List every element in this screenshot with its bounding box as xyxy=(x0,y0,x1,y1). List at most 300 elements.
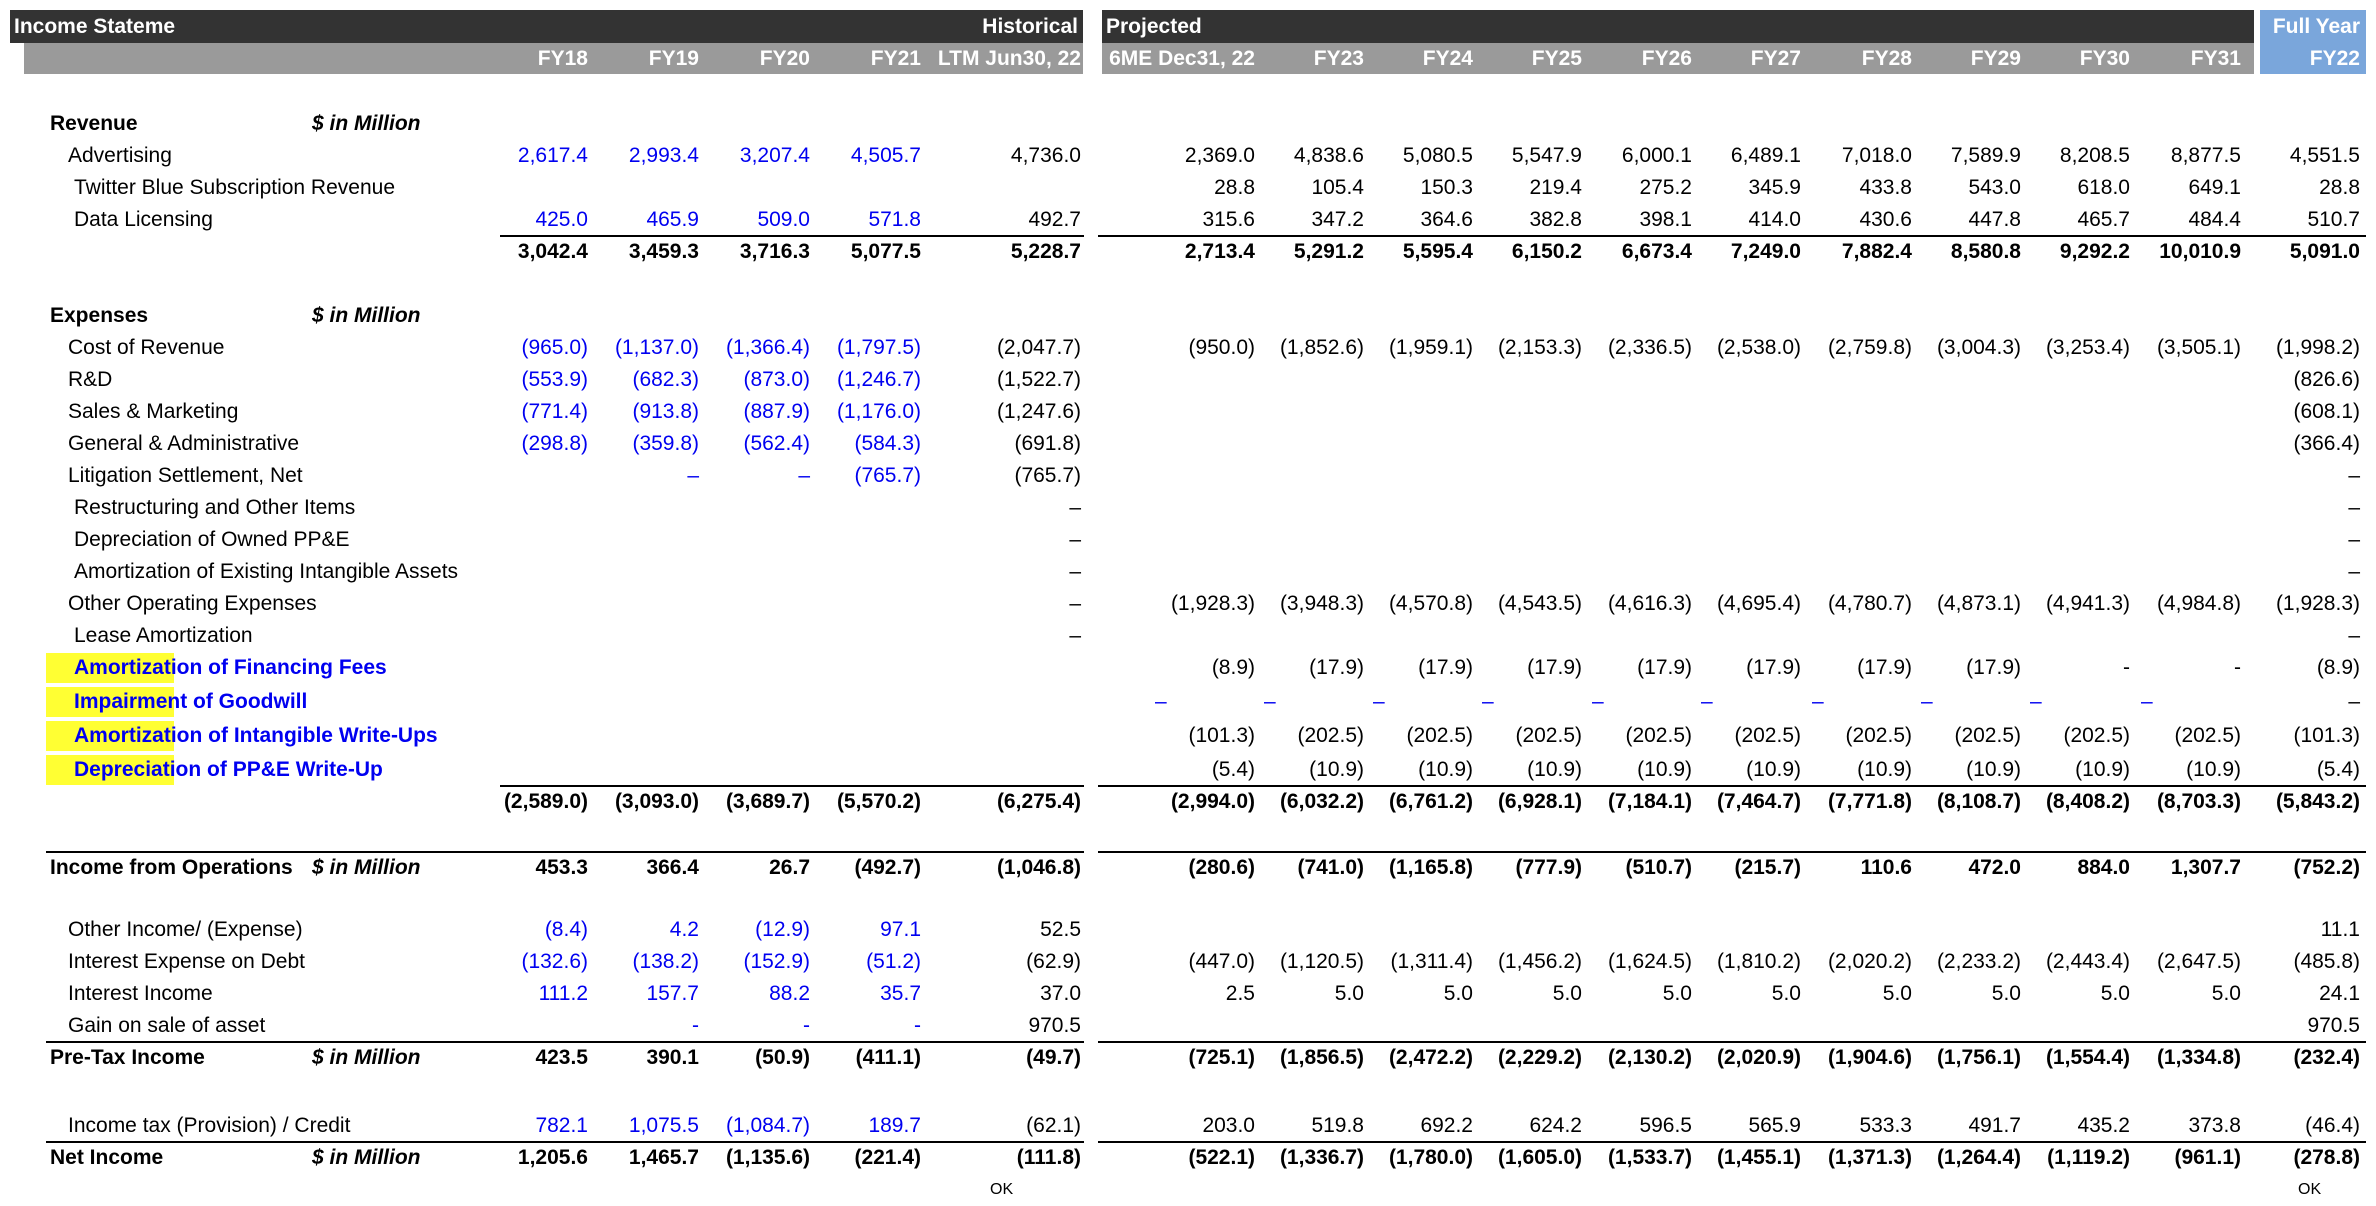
value-cell: (1,246.7) xyxy=(836,368,921,391)
value-cell: (3,093.0) xyxy=(614,790,699,813)
value-cell: (62.9) xyxy=(1026,950,1081,973)
column-header: FY26 xyxy=(1641,47,1692,70)
value-cell: 8,580.8 xyxy=(1950,240,2021,263)
value-cell: 4,736.0 xyxy=(1010,144,1081,167)
value-cell: 382.8 xyxy=(1529,208,1582,231)
value-cell: (10.9) xyxy=(1637,758,1692,781)
value-cell: 7,249.0 xyxy=(1730,240,1801,263)
value-cell: (10.9) xyxy=(2075,758,2130,781)
value-cell: 10,010.9 xyxy=(2159,240,2241,263)
value-cell: 465.9 xyxy=(646,208,699,231)
value-cell: 52.5 xyxy=(1040,918,1081,941)
value-cell: 4,838.6 xyxy=(1293,144,1364,167)
value-cell: (17.9) xyxy=(1309,656,1364,679)
value-cell: 5,080.5 xyxy=(1402,144,1473,167)
value-cell: (1,135.6) xyxy=(725,1146,810,1169)
value-cell: (10.9) xyxy=(1309,758,1364,781)
value-cell: 111.2 xyxy=(538,982,588,1005)
column-header: FY31 xyxy=(2190,47,2241,70)
value-cell: 472.0 xyxy=(1968,856,2021,879)
value-cell: (1,756.1) xyxy=(1936,1046,2021,1069)
value-cell: 9,292.2 xyxy=(2059,240,2130,263)
value-cell: 5.0 xyxy=(1771,982,1801,1005)
value-cell: 3,716.3 xyxy=(739,240,810,263)
value-cell: 4,505.7 xyxy=(850,144,921,167)
value-cell: (280.6) xyxy=(1188,856,1255,879)
value-cell: 6,489.1 xyxy=(1730,144,1801,167)
value-cell: 435.2 xyxy=(2077,1114,2130,1137)
row-label: General & Administrative xyxy=(68,432,300,455)
row-label: Amortization of Intangible Write-Ups xyxy=(74,724,438,747)
value-cell: (2,020.2) xyxy=(1827,950,1912,973)
value-cell: (2,153.3) xyxy=(1497,336,1582,359)
row-unit: $ in Million xyxy=(312,112,421,135)
value-cell: (1,455.1) xyxy=(1716,1146,1801,1169)
value-cell: 5,228.7 xyxy=(1010,240,1081,263)
row-unit: $ in Million xyxy=(312,1146,421,1169)
value-cell: (101.3) xyxy=(2293,724,2360,747)
value-cell: 543.0 xyxy=(1968,176,2021,199)
value-cell: 5.0 xyxy=(2211,982,2241,1005)
value-cell: – xyxy=(1069,528,1081,551)
value-cell: 1,307.7 xyxy=(2170,856,2241,879)
value-cell: (1,605.0) xyxy=(1497,1146,1582,1169)
value-cell: 8,208.5 xyxy=(2059,144,2130,167)
value-cell: (826.6) xyxy=(2293,368,2360,391)
value-cell: (1,119.2) xyxy=(2047,1146,2130,1169)
value-cell: (1,247.6) xyxy=(996,400,1081,423)
value-cell: (10.9) xyxy=(2186,758,2241,781)
column-header: FY22 xyxy=(2309,47,2360,70)
value-cell: (50.9) xyxy=(755,1046,810,1069)
value-cell: (950.0) xyxy=(1188,336,1255,359)
value-cell: (6,032.2) xyxy=(1279,790,1364,813)
value-cell: 373.8 xyxy=(2188,1114,2241,1137)
row-label: Revenue xyxy=(50,112,138,135)
value-cell: 6,150.2 xyxy=(1511,240,1582,263)
value-cell: (562.4) xyxy=(743,432,810,455)
value-cell: - xyxy=(803,1014,810,1037)
value-cell: (873.0) xyxy=(743,368,810,391)
column-header: FY30 xyxy=(2079,47,2130,70)
value-cell: (17.9) xyxy=(1746,656,1801,679)
value-cell: (485.8) xyxy=(2293,950,2360,973)
value-cell: (8.9) xyxy=(1211,656,1255,679)
value-cell: (1,366.4) xyxy=(725,336,810,359)
value-cell: (202.5) xyxy=(2174,724,2241,747)
column-header: 6ME Dec31, 22 xyxy=(1109,47,1255,70)
value-cell: – xyxy=(1069,496,1081,519)
value-cell: 2,993.4 xyxy=(628,144,699,167)
value-cell: (447.0) xyxy=(1188,950,1255,973)
value-cell: (1,456.2) xyxy=(1497,950,1582,973)
value-cell: (202.5) xyxy=(1515,724,1582,747)
row-label: Income tax (Provision) / Credit xyxy=(68,1114,351,1137)
value-cell: (51.2) xyxy=(866,950,921,973)
value-cell: 5.0 xyxy=(1334,982,1364,1005)
value-cell: (965.0) xyxy=(521,336,588,359)
value-cell: – xyxy=(1373,690,1385,713)
value-cell: (765.7) xyxy=(854,464,921,487)
column-header: FY23 xyxy=(1313,47,1364,70)
value-cell: 2.5 xyxy=(1225,982,1255,1005)
value-cell: 6,673.4 xyxy=(1621,240,1692,263)
value-cell: – xyxy=(1482,690,1494,713)
row-label: Expenses xyxy=(50,304,149,327)
value-cell: 7,018.0 xyxy=(1841,144,1912,167)
value-cell: (8,108.7) xyxy=(1936,790,2021,813)
value-cell: 88.2 xyxy=(769,982,810,1005)
value-cell: 26.7 xyxy=(769,856,810,879)
value-cell: (17.9) xyxy=(1857,656,1912,679)
value-cell: 3,207.4 xyxy=(739,144,810,167)
value-cell: (691.8) xyxy=(1014,432,1081,455)
value-cell: (4,570.8) xyxy=(1388,592,1473,615)
value-cell: 414.0 xyxy=(1748,208,1801,231)
value-cell: (1,522.7) xyxy=(996,368,1081,391)
value-cell: (4,543.5) xyxy=(1497,592,1582,615)
value-cell: (6,761.2) xyxy=(1388,790,1473,813)
value-cell: (777.9) xyxy=(1515,856,1582,879)
value-cell: 491.7 xyxy=(1968,1114,2021,1137)
value-cell: (492.7) xyxy=(854,856,921,879)
value-cell: 5,595.4 xyxy=(1402,240,1473,263)
value-cell: (4,780.7) xyxy=(1827,592,1912,615)
value-cell: 970.5 xyxy=(1028,1014,1081,1037)
value-cell: (1,336.7) xyxy=(1279,1146,1364,1169)
value-cell: 5,077.5 xyxy=(850,240,921,263)
value-cell: – xyxy=(1069,624,1081,647)
value-cell: - xyxy=(914,1014,921,1037)
value-cell: – xyxy=(2348,560,2360,583)
value-cell: (3,505.1) xyxy=(2156,336,2241,359)
value-cell: 5.0 xyxy=(1552,982,1582,1005)
row-label: Litigation Settlement, Net xyxy=(68,464,303,487)
historical-label: Historical xyxy=(982,15,1078,38)
check-ok-ltm: OK xyxy=(990,1181,1014,1198)
value-cell: (553.9) xyxy=(521,368,588,391)
projected-label: Projected xyxy=(1106,15,1202,38)
value-cell: 7,589.9 xyxy=(1950,144,2021,167)
value-cell: 618.0 xyxy=(2077,176,2130,199)
value-cell: – xyxy=(1069,560,1081,583)
value-cell: (1,084.7) xyxy=(725,1114,810,1137)
column-header: FY18 xyxy=(537,47,588,70)
row-label: Impairment of Goodwill xyxy=(74,690,308,713)
value-cell: – xyxy=(2348,690,2360,713)
row-label: Amortization of Existing Intangible Assets xyxy=(74,560,459,583)
value-cell: (2,472.2) xyxy=(1388,1046,1473,1069)
value-cell: (4,941.3) xyxy=(2045,592,2130,615)
value-cell: (10.9) xyxy=(1746,758,1801,781)
column-header: FY20 xyxy=(759,47,810,70)
value-cell: 110.6 xyxy=(1860,856,1912,879)
value-cell: 3,042.4 xyxy=(517,240,588,263)
value-cell: (752.2) xyxy=(2293,856,2360,879)
value-cell: (1,810.2) xyxy=(1716,950,1801,973)
value-cell: 275.2 xyxy=(1639,176,1692,199)
value-cell: 7,882.4 xyxy=(1841,240,1912,263)
value-cell: (1,959.1) xyxy=(1388,336,1473,359)
value-cell: (298.8) xyxy=(521,432,588,455)
value-cell: (101.3) xyxy=(1188,724,1255,747)
value-cell: 28.8 xyxy=(2319,176,2360,199)
value-cell: - xyxy=(692,1014,699,1037)
row-label: Data Licensing xyxy=(74,208,213,231)
value-cell: (608.1) xyxy=(2293,400,2360,423)
value-cell: 5,291.2 xyxy=(1293,240,1364,263)
value-cell: (2,538.0) xyxy=(1716,336,1801,359)
value-cell: – xyxy=(2030,690,2042,713)
value-cell: (3,253.4) xyxy=(2045,336,2130,359)
value-cell: (5,570.2) xyxy=(836,790,921,813)
value-cell: (1,165.8) xyxy=(1388,856,1473,879)
value-cell: (7,464.7) xyxy=(1716,790,1801,813)
value-cell: – xyxy=(1155,690,1167,713)
value-cell: 35.7 xyxy=(880,982,921,1005)
value-cell: (221.4) xyxy=(854,1146,921,1169)
value-cell: 624.2 xyxy=(1529,1114,1582,1137)
row-label: Other Operating Expenses xyxy=(68,592,317,615)
value-cell: (1,120.5) xyxy=(1279,950,1364,973)
value-cell: 5,547.9 xyxy=(1511,144,1582,167)
value-cell: (10.9) xyxy=(1857,758,1912,781)
value-cell: 6,000.1 xyxy=(1621,144,1692,167)
value-cell: 390.1 xyxy=(646,1046,699,1069)
value-cell: 465.7 xyxy=(2077,208,2130,231)
value-cell: 447.8 xyxy=(1968,208,2021,231)
value-cell: (2,130.2) xyxy=(1607,1046,1692,1069)
value-cell: 105.4 xyxy=(1311,176,1364,199)
value-cell: (215.7) xyxy=(1734,856,1801,879)
value-cell: (1,311.4) xyxy=(1390,950,1473,973)
value-cell: (1,904.6) xyxy=(1827,1046,1912,1069)
value-cell: (62.1) xyxy=(1026,1114,1081,1137)
value-cell: (278.8) xyxy=(2293,1146,2360,1169)
value-cell: – xyxy=(2348,528,2360,551)
row-unit: $ in Million xyxy=(312,1046,421,1069)
value-cell: 37.0 xyxy=(1040,982,1081,1005)
value-cell: (8,408.2) xyxy=(2045,790,2130,813)
value-cell: – xyxy=(687,464,699,487)
value-cell: 565.9 xyxy=(1748,1114,1801,1137)
value-cell: 5,091.0 xyxy=(2289,240,2360,263)
row-label: Amortization of Financing Fees xyxy=(74,656,387,679)
value-cell: (725.1) xyxy=(1188,1046,1255,1069)
value-cell: 970.5 xyxy=(2307,1014,2360,1037)
value-cell: (17.9) xyxy=(1418,656,1473,679)
value-cell: (3,004.3) xyxy=(1936,336,2021,359)
value-cell: (961.1) xyxy=(2174,1146,2241,1169)
value-cell: (366.4) xyxy=(2293,432,2360,455)
value-cell: (1,334.8) xyxy=(2156,1046,2241,1069)
value-cell: (202.5) xyxy=(2063,724,2130,747)
column-header: FY19 xyxy=(648,47,699,70)
value-cell: – xyxy=(798,464,810,487)
value-cell: 484.4 xyxy=(2188,208,2241,231)
value-cell: (10.9) xyxy=(1966,758,2021,781)
row-label: Other Income/ (Expense) xyxy=(68,918,303,941)
value-cell: (8.4) xyxy=(544,918,588,941)
row-label: Lease Amortization xyxy=(74,624,253,647)
value-cell: 649.1 xyxy=(2188,176,2241,199)
value-cell: (202.5) xyxy=(1954,724,2021,747)
value-cell: (887.9) xyxy=(743,400,810,423)
value-cell: (17.9) xyxy=(1527,656,1582,679)
value-cell: (111.8) xyxy=(1016,1146,1081,1169)
value-cell: 398.1 xyxy=(1639,208,1692,231)
value-cell: – xyxy=(1069,592,1081,615)
value-cell: 2,713.4 xyxy=(1184,240,1255,263)
value-cell: 692.2 xyxy=(1420,1114,1473,1137)
value-cell: (1,176.0) xyxy=(836,400,921,423)
value-cell: (202.5) xyxy=(1734,724,1801,747)
value-cell: (2,647.5) xyxy=(2156,950,2241,973)
value-cell: (1,928.3) xyxy=(1170,592,1255,615)
value-cell: 4.2 xyxy=(669,918,699,941)
row-unit: $ in Million xyxy=(312,856,421,879)
value-cell: (7,771.8) xyxy=(1827,790,1912,813)
value-cell: 2,369.0 xyxy=(1184,144,1255,167)
value-cell: 5.0 xyxy=(1443,982,1473,1005)
value-cell: (765.7) xyxy=(1014,464,1081,487)
value-cell: 5.0 xyxy=(1991,982,2021,1005)
row-label: Interest Expense on Debt xyxy=(68,950,305,973)
value-cell: (510.7) xyxy=(1625,856,1692,879)
value-cell: 425.0 xyxy=(535,208,588,231)
value-cell: (202.5) xyxy=(1625,724,1692,747)
value-cell: 203.0 xyxy=(1202,1114,1255,1137)
value-cell: 423.5 xyxy=(535,1046,588,1069)
value-cell: 364.6 xyxy=(1420,208,1473,231)
value-cell: (1,264.4) xyxy=(1936,1146,2021,1169)
row-label: Income from Operations xyxy=(50,856,293,879)
row-label: Depreciation of Owned PP&E xyxy=(74,528,350,551)
value-cell: 1,205.6 xyxy=(517,1146,588,1169)
value-cell: 433.8 xyxy=(1859,176,1912,199)
value-cell: - xyxy=(2234,656,2241,679)
column-header: FY21 xyxy=(870,47,921,70)
row-label: R&D xyxy=(68,368,113,391)
value-cell: 5.0 xyxy=(1882,982,1912,1005)
row-label: Cost of Revenue xyxy=(68,336,225,359)
value-cell: (232.4) xyxy=(2293,1046,2360,1069)
value-cell: (741.0) xyxy=(1297,856,1364,879)
value-cell: (17.9) xyxy=(1637,656,1692,679)
value-cell: 2,617.4 xyxy=(517,144,588,167)
value-cell: (522.1) xyxy=(1188,1146,1255,1169)
value-cell: (1,371.3) xyxy=(1827,1146,1912,1169)
value-cell: (1,998.2) xyxy=(2275,336,2360,359)
row-label: Advertising xyxy=(68,144,172,167)
value-cell: 347.2 xyxy=(1311,208,1364,231)
value-cell: 157.7 xyxy=(646,982,699,1005)
value-cell: 453.3 xyxy=(535,856,588,879)
value-cell: (2,994.0) xyxy=(1170,790,1255,813)
column-header: LTM Jun30, 22 xyxy=(937,47,1081,70)
value-cell: – xyxy=(1701,690,1713,713)
value-cell: (2,020.9) xyxy=(1716,1046,1801,1069)
value-cell: – xyxy=(2348,496,2360,519)
value-cell: (1,137.0) xyxy=(614,336,699,359)
value-cell: 315.6 xyxy=(1202,208,1255,231)
value-cell: (1,533.7) xyxy=(1607,1146,1692,1169)
value-cell: 884.0 xyxy=(2077,856,2130,879)
value-cell: 24.1 xyxy=(2319,982,2360,1005)
value-cell: (202.5) xyxy=(1845,724,1912,747)
value-cell: (7,184.1) xyxy=(1607,790,1692,813)
value-cell: (1,780.0) xyxy=(1388,1146,1473,1169)
value-cell: 97.1 xyxy=(880,918,921,941)
value-cell: (1,928.3) xyxy=(2275,592,2360,615)
value-cell: (5.4) xyxy=(1211,758,1255,781)
value-cell: 366.4 xyxy=(646,856,699,879)
value-cell: (8,703.3) xyxy=(2156,790,2241,813)
value-cell: 430.6 xyxy=(1859,208,1912,231)
value-cell: (4,695.4) xyxy=(1716,592,1801,615)
value-cell: (10.9) xyxy=(1418,758,1473,781)
value-cell: 533.3 xyxy=(1859,1114,1912,1137)
value-cell: (202.5) xyxy=(1406,724,1473,747)
row-label: Depreciation of PP&E Write-Up xyxy=(74,758,383,781)
value-cell: – xyxy=(1264,690,1276,713)
value-cell: (4,873.1) xyxy=(1936,592,2021,615)
column-header: FY27 xyxy=(1750,47,1801,70)
row-unit: $ in Million xyxy=(312,304,421,327)
value-cell: (17.9) xyxy=(1966,656,2021,679)
value-cell: 189.7 xyxy=(868,1114,921,1137)
value-cell: – xyxy=(1592,690,1604,713)
value-cell: (4,616.3) xyxy=(1607,592,1692,615)
value-cell: (1,797.5) xyxy=(836,336,921,359)
value-cell: – xyxy=(2348,624,2360,647)
value-cell: (584.3) xyxy=(854,432,921,455)
column-header: FY28 xyxy=(1861,47,1912,70)
value-cell: (1,554.4) xyxy=(2045,1046,2130,1069)
value-cell: (411.1) xyxy=(855,1046,921,1069)
value-cell: 4,551.5 xyxy=(2289,144,2360,167)
value-cell: 5.0 xyxy=(2100,982,2130,1005)
value-cell: (132.6) xyxy=(521,950,588,973)
value-cell: 8,877.5 xyxy=(2170,144,2241,167)
header-band-projected xyxy=(1102,10,2254,43)
value-cell: 571.8 xyxy=(868,208,921,231)
value-cell: (8.9) xyxy=(2316,656,2360,679)
value-cell: 5.0 xyxy=(1662,982,1692,1005)
column-header: FY29 xyxy=(1970,47,2021,70)
row-label: Twitter Blue Subscription Revenue xyxy=(74,176,395,199)
value-cell: (138.2) xyxy=(632,950,699,973)
row-label: Interest Income xyxy=(68,982,213,1005)
value-cell: (682.3) xyxy=(632,368,699,391)
value-cell: – xyxy=(1921,690,1933,713)
value-cell: (3,948.3) xyxy=(1279,592,1364,615)
value-cell: (2,336.5) xyxy=(1607,336,1692,359)
value-cell: – xyxy=(2141,690,2153,713)
column-header: FY24 xyxy=(1422,47,1473,70)
value-cell: (5,843.2) xyxy=(2275,790,2360,813)
value-cell: (152.9) xyxy=(743,950,810,973)
check-ok-fy22: OK xyxy=(2298,1181,2322,1198)
value-cell: (2,047.7) xyxy=(996,336,1081,359)
row-label: Pre-Tax Income xyxy=(50,1046,205,1069)
value-cell: 150.3 xyxy=(1420,176,1473,199)
column-header: FY25 xyxy=(1531,47,1582,70)
value-cell: (10.9) xyxy=(1527,758,1582,781)
value-cell: 3,459.3 xyxy=(628,240,699,263)
value-cell: (3,689.7) xyxy=(725,790,810,813)
value-cell: 345.9 xyxy=(1748,176,1801,199)
